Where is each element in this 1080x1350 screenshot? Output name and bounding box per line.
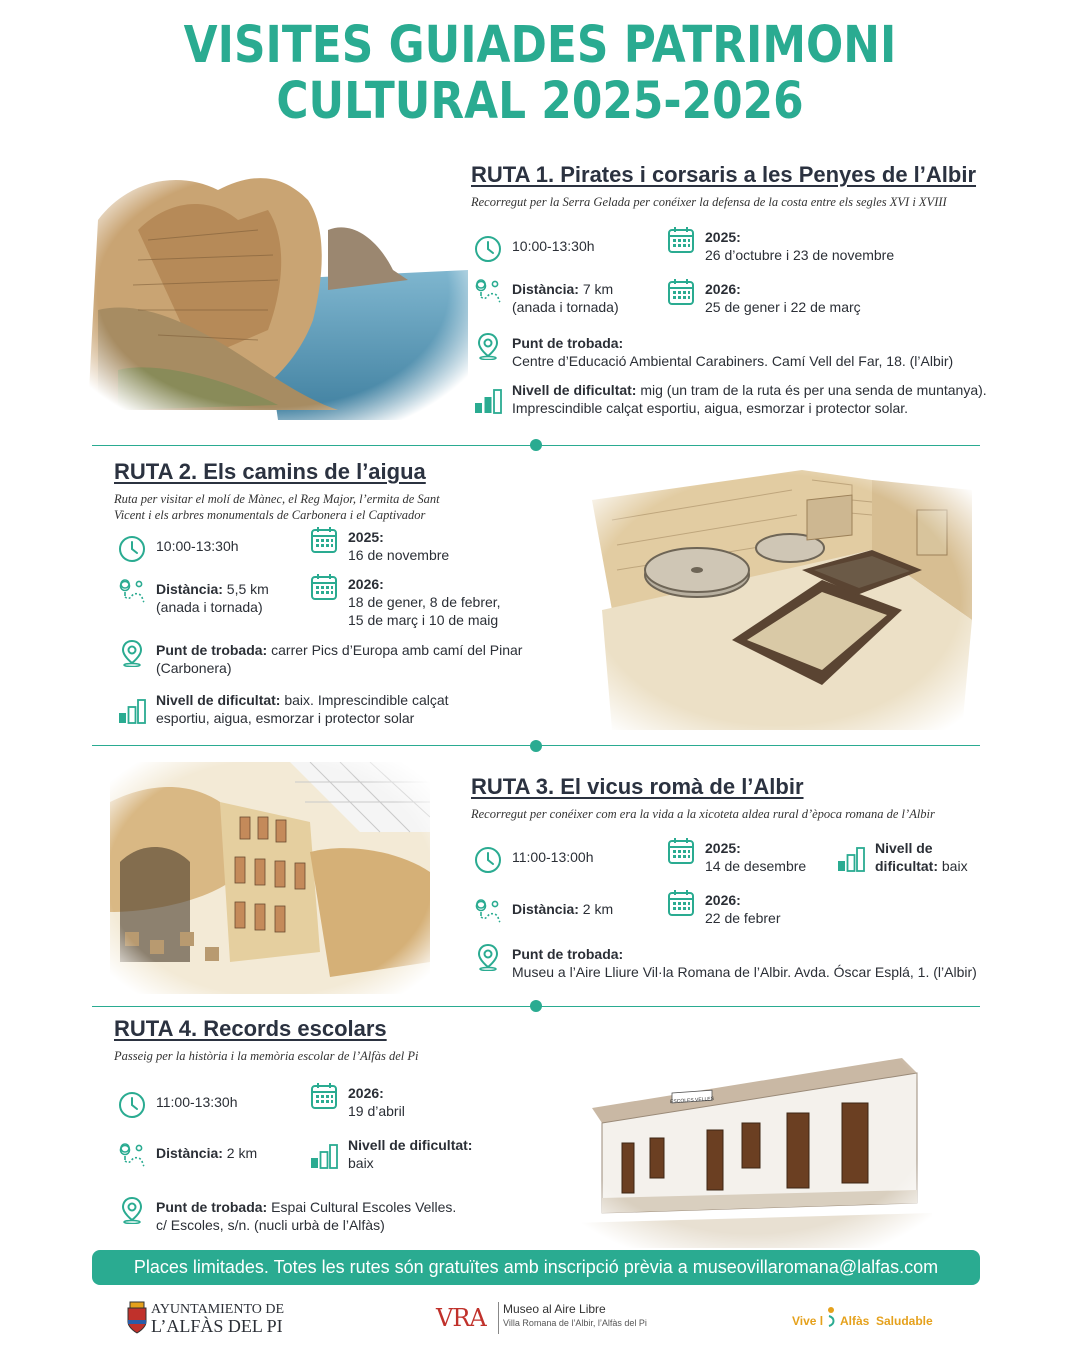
route4-2026	[310, 1084, 405, 1120]
vra-logo-mark: VRA	[436, 1304, 486, 1332]
calendar-icon	[310, 526, 338, 554]
route1-distance-label: Distància:	[512, 281, 579, 297]
route1-level-value: mig (un tram de la ruta és per una senda de muntanya).	[636, 382, 987, 398]
route2-time-value: 10:00-13:30h	[156, 538, 239, 554]
route4-level	[310, 1136, 472, 1172]
difficulty-bars-icon	[837, 845, 865, 873]
route2-meeting-note: (Carbonera)	[156, 660, 232, 676]
route3-distance-label: Distància:	[512, 901, 579, 917]
route2-distance-note: (anada i tornada)	[156, 599, 263, 615]
vra-line2: Villa Romana de l’Albir, l’Alfàs del Pi	[503, 1318, 647, 1328]
route1-title: RUTA 1. Pirates i corsaris a les Penyes de l’Albir	[471, 162, 977, 187]
route3-meeting	[474, 945, 977, 981]
route2-illustration-mill	[572, 460, 982, 740]
ayto-line2: L’ALFÀS DEL PI	[151, 1316, 283, 1336]
ayuntamiento-logo	[126, 1298, 296, 1338]
route1-2025-label: 2025:	[705, 229, 741, 245]
route2-distance-label: Distància:	[156, 581, 223, 597]
route2-title: RUTA 2. Els camins de l’aigua	[114, 459, 426, 484]
route2-distance	[118, 580, 269, 616]
route3-2026	[667, 891, 781, 927]
route3-illustration-roman-ruins	[110, 762, 430, 994]
registration-banner: Places limitades. Totes les rutes són gratuïtes amb inscripció prèvia a museovillaromana@lalfas.com	[92, 1250, 980, 1285]
route2-level-label: Nivell de dificultat:	[156, 692, 281, 708]
difficulty-bars-icon	[474, 387, 502, 415]
route2-level	[118, 691, 449, 727]
vra-line1: Museo al Aire Libre	[503, 1302, 606, 1316]
route4-subtitle: Passeig per la història i la memòria escolar de l’Alfàs del Pi	[114, 1049, 419, 1063]
route4-level-value: baix	[348, 1155, 374, 1171]
page-title-line2: CULTURAL 2025-2026	[276, 72, 804, 131]
route1-2025-dates: 26 d’octubre i 23 de novembre	[705, 247, 895, 263]
clock-icon	[474, 235, 502, 263]
route3-level-label-line1: Nivell de	[875, 840, 933, 856]
route1-distance-note: (anada i tornada)	[512, 299, 619, 315]
route3-level-label-line2: dificultat:	[875, 858, 938, 874]
route1-meeting	[474, 334, 953, 370]
route3-level-value: baix	[938, 858, 968, 874]
route4-meeting	[118, 1198, 456, 1234]
route3-distance-value: 2 km	[578, 901, 614, 917]
route2-time	[118, 537, 239, 563]
route2-meeting-value: carrer Pics d’Europa amb camí del Pinar	[267, 642, 523, 658]
saludable-post: Saludable	[876, 1314, 933, 1328]
clock-icon	[474, 846, 502, 874]
calendar-icon	[667, 226, 695, 254]
route4-header	[114, 1016, 554, 1064]
calendar-icon	[667, 889, 695, 917]
route1-2026-dates: 25 de gener i 22 de març	[705, 299, 861, 315]
divider-dot	[530, 439, 542, 451]
route3-meeting-value: Museu a l’Aire Lliure Vil·la Romana de l’Albir. Avda. Óscar Esplá, 1. (l’Albir)	[512, 964, 977, 980]
saludable-brand: Alfàs	[840, 1314, 870, 1328]
location-pin-icon	[474, 332, 502, 360]
page-title-line1: VISITES GUIADES PATRIMONI	[183, 16, 897, 75]
route4-title: RUTA 4. Records escolars	[114, 1016, 387, 1041]
route2-header	[114, 459, 554, 523]
route1-2026-label: 2026:	[705, 281, 741, 297]
route3-2026-dates: 22 de febrer	[705, 910, 781, 926]
page-title	[76, 18, 1005, 130]
route4-distance-label: Distància:	[156, 1145, 223, 1161]
route1-header	[471, 162, 1031, 210]
route-icon	[474, 898, 502, 926]
clock-icon	[118, 1091, 146, 1119]
route4-meeting-note: c/ Escoles, s/n. (nucli urbà de l’Alfàs)	[156, 1217, 385, 1233]
route1-distance	[474, 280, 619, 316]
route1-level-note: Imprescindible calçat esportiu, aigua, esmorzar i protector solar.	[512, 400, 909, 416]
route4-meeting-label: Punt de trobada:	[156, 1199, 268, 1215]
calendar-icon	[310, 1082, 338, 1110]
route1-distance-value: 7 km	[582, 281, 614, 297]
route3-header	[471, 774, 1031, 822]
route1-subtitle: Recorregut per la Serra Gelada per conéixer la defensa de la costa entre els segles XVI i XVIII	[471, 195, 947, 209]
route2-2025	[310, 528, 449, 564]
difficulty-bars-icon	[310, 1142, 338, 1170]
route1-time	[474, 237, 595, 263]
route2-2025-label: 2025:	[348, 529, 384, 545]
route3-title: RUTA 3. El vicus romà de l’Albir	[471, 774, 804, 799]
route2-subtitle	[114, 491, 554, 523]
route1-2026	[667, 280, 861, 316]
calendar-icon	[667, 278, 695, 306]
route3-2025-dates: 14 de desembre	[705, 858, 807, 874]
route3-2025-label: 2025:	[705, 840, 741, 856]
route2-2026-dates-line2: 15 de març i 10 de maig	[348, 612, 499, 628]
route1-level-label: Nivell de dificultat:	[512, 382, 637, 398]
route4-time	[118, 1093, 237, 1119]
route2-2026	[310, 575, 501, 629]
route-icon	[118, 1142, 146, 1170]
route2-distance-value: 5,5 km	[222, 581, 269, 597]
location-pin-icon	[118, 1196, 146, 1224]
divider-dot	[530, 740, 542, 752]
route3-subtitle: Recorregut per conéixer com era la vida a la xicoteta aldea rural d’època romana de l’Albir	[471, 807, 935, 821]
route4-2026-label: 2026:	[348, 1085, 384, 1101]
divider-dot	[530, 1000, 542, 1012]
calendar-icon	[310, 573, 338, 601]
clock-icon	[118, 535, 146, 563]
route2-meeting-label: Punt de trobada:	[156, 642, 268, 658]
route-icon	[474, 278, 502, 306]
route1-time-value: 10:00-13:30h	[512, 238, 595, 254]
route2-2025-dates: 16 de novembre	[348, 547, 450, 563]
sun-icon	[827, 1306, 839, 1328]
calendar-icon	[667, 837, 695, 865]
location-pin-icon	[118, 639, 146, 667]
route2-subtitle-line1: Ruta per visitar el molí de Mànec, el Reg Major, l’ermita de Sant	[114, 492, 440, 506]
route4-2026-dates: 19 d’abril	[348, 1103, 405, 1119]
route-icon	[118, 578, 146, 606]
route1-meeting-value: Centre d’Educació Ambiental Carabiners. Camí Vell del Far, 18. (l’Albir)	[512, 353, 954, 369]
route1-level	[474, 381, 987, 417]
route3-2026-label: 2026:	[705, 892, 741, 908]
route4-illustration-old-school	[572, 1018, 932, 1248]
route3-time	[474, 848, 593, 874]
route4-distance-value: 2 km	[222, 1145, 258, 1161]
saludable-pre: Vive l	[792, 1314, 824, 1328]
route3-meeting-label: Punt de trobada:	[512, 946, 624, 962]
route3-2025	[667, 839, 806, 875]
vra-museum-logo	[436, 1300, 656, 1338]
route1-2025	[667, 228, 894, 264]
route1-illustration-cliffs	[78, 160, 468, 420]
route3-level	[837, 839, 968, 875]
route1-meeting-label: Punt de trobada:	[512, 335, 624, 351]
alfas-saludable-logo	[792, 1306, 952, 1336]
difficulty-bars-icon	[118, 697, 146, 725]
vra-separator	[498, 1302, 499, 1334]
route2-level-note: esportiu, aigua, esmorzar i protector solar	[156, 710, 415, 726]
route4-level-label: Nivell de dificultat:	[348, 1137, 473, 1153]
location-pin-icon	[474, 943, 502, 971]
ayto-line1: AYUNTAMIENTO DE	[151, 1302, 285, 1317]
route2-meeting	[118, 641, 522, 677]
coat-of-arms-icon	[126, 1300, 148, 1334]
route3-time-value: 11:00-13:00h	[512, 849, 594, 865]
route2-subtitle-line2: Vicent i els arbres monumentals de Carbonera i el Captivador	[114, 508, 426, 522]
route2-level-value: baix. Imprescindible calçat	[280, 692, 449, 708]
route4-distance	[118, 1144, 257, 1170]
route3-distance	[474, 900, 613, 926]
route2-2026-label: 2026:	[348, 576, 384, 592]
route4-time-value: 11:00-13:30h	[156, 1094, 238, 1110]
route4-meeting-value: Espai Cultural Escoles Velles.	[267, 1199, 457, 1215]
route2-2026-dates-line1: 18 de gener, 8 de febrer,	[348, 594, 501, 610]
